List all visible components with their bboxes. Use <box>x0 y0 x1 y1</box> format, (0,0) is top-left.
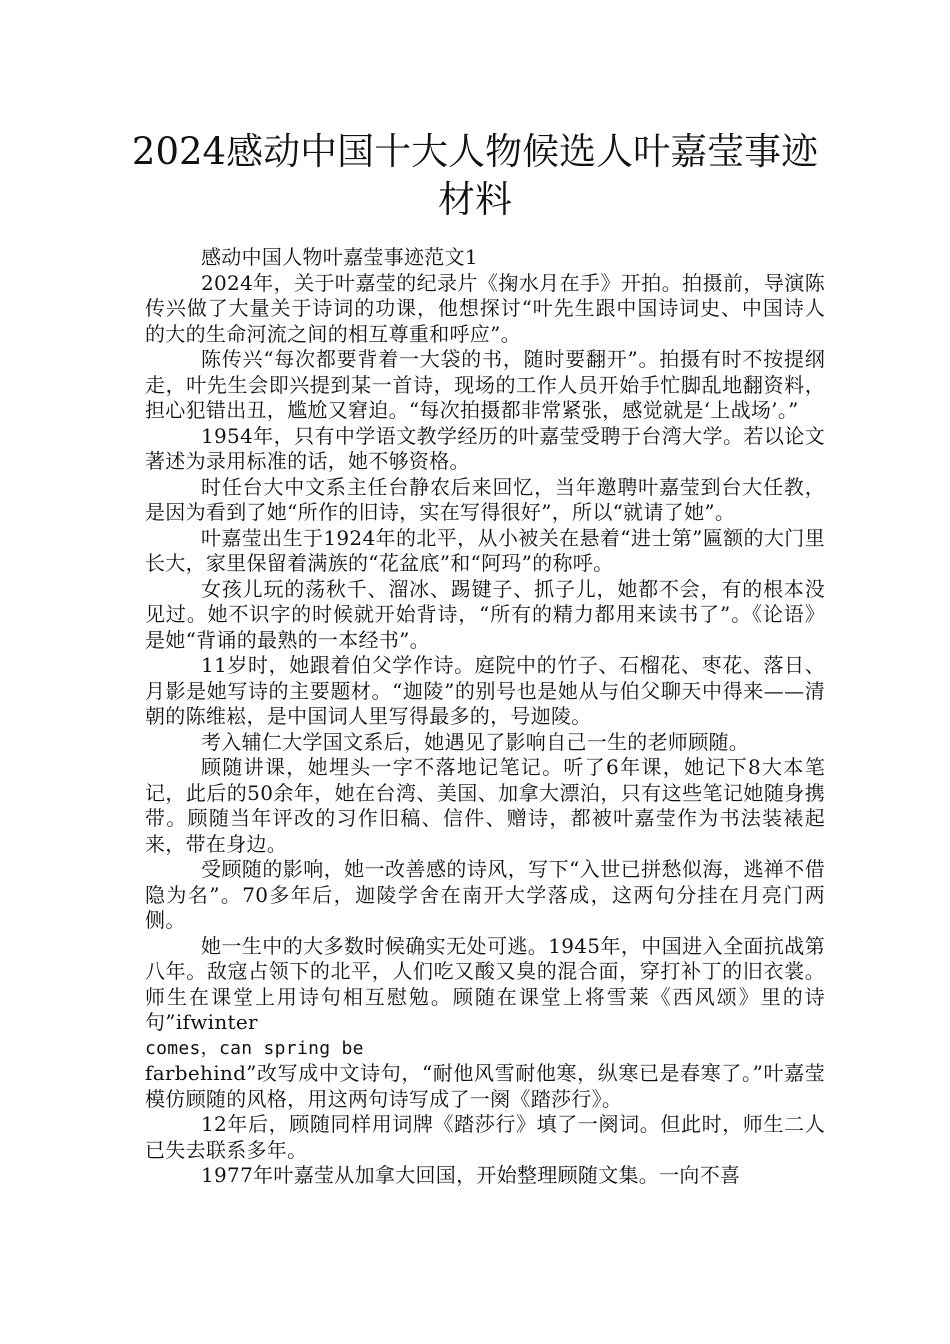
paragraph: 12年后，顾随同样用词牌《踏莎行》填了一阕词。但此时，师生二人已失去联系多年。 <box>145 1112 825 1162</box>
document-body <box>145 245 825 1189</box>
title-line-1: 2024感动中国十大人物候选人叶嘉莹事迹 <box>131 130 819 173</box>
paragraph: 女孩儿玩的荡秋千、溜冰、踢键子、抓子儿，她都不会，有的根本没见过。她不识字的时候就开始背诗，“所有的精力都用来读书了”。《论语》是她“背诵的最熟的一本经书”。 <box>145 576 825 652</box>
paragraph: 陈传兴“每次都要背着一大袋的书，随时要翻开”。拍摄有时不按提纲走，叶先生会即兴提到某一首诗，现场的工作人员开始手忙脚乱地翻资料，担心犯错出丑，尴尬又窘迫。“每次拍摄都非常紧张，感觉就是‘上战场’。” <box>145 347 825 422</box>
paragraph: 她一生中的大多数时候确实无处可逃。1945年，中国进入全面抗战第八年。敌寇占领下的北平，人们吃又酸又臭的混合面，穿打补丁的旧衣裳。师生在课堂上用诗句相互慰勉。顾随在课堂上将雪莱《西风颂》里的诗句”ifwinter <box>145 933 825 1034</box>
paragraph: 11岁时，她跟着伯父学作诗。庭院中的竹子、石榴花、枣花、落日、月影是她写诗的主要题材。“迦陵”的别号也是她从与伯父聊天中得来——清朝的陈维崧，是中国词人里写得最多的，号迦陵。 <box>145 653 825 728</box>
paragraph: 1954年，只有中学语文教学经历的叶嘉莹受聘于台湾大学。若以论文著述为录用标准的话，她不够资格。 <box>145 423 825 473</box>
paragraph-continuation: farbehind”改写成中文诗句，“耐他风雪耐他寒，纵寒已是春寒了。”叶嘉莹模仿顾随的风格，用这两句诗写成了一阕《踏莎行》。 <box>145 1061 825 1111</box>
paragraph: 2024年，关于叶嘉莹的纪录片《掬水月在手》开拍。拍摄前，导演陈传兴做了大量关于诗词的功课，他想探讨“叶先生跟中国诗词史、中国诗人的大的生命河流之间的相互尊重和呼应”。 <box>145 270 825 346</box>
document-title <box>120 128 830 224</box>
english-quote-line: comes，can spring be <box>145 1037 364 1059</box>
paragraph: 受顾随的影响，她一改善感的诗风，写下“入世已拼愁似海，逃禅不借隐为名”。70多年后，迦陵学舍在南开大学落成，这两句分挂在月亮门两侧。 <box>145 857 825 932</box>
section-heading: 感动中国人物叶嘉莹事迹范文1 <box>201 245 478 269</box>
paragraph: 1977年叶嘉莹从加拿大回国，开始整理顾随文集。一向不喜 <box>201 1163 741 1187</box>
paragraph: 叶嘉莹出生于1924年的北平，从小被关在悬着“进士第”匾额的大门里长大，家里保留着满族的“花盆底”和“阿玛”的称呼。 <box>145 525 825 575</box>
paragraph: 顾随讲课，她埋头一字不落地记笔记。听了6年课，她记下8大本笔记，此后的50余年，她在台湾、美国、加拿大漂泊，只有这些笔记她随身携带。顾随当年评改的习作旧稿、信件、赠诗，都被叶嘉莹作为书法装裱起来，带在身边。 <box>145 755 825 856</box>
paragraph: 考入辅仁大学国文系后，她遇见了影响自己一生的老师顾随。 <box>201 729 750 754</box>
title-line-2: 材料 <box>438 178 512 221</box>
paragraph: 时任台大中文系主任台静农后来回忆，当年邀聘叶嘉莹到台大任教，是因为看到了她“所作的旧诗，实在写得很好”，所以“就请了她”。 <box>145 474 825 524</box>
